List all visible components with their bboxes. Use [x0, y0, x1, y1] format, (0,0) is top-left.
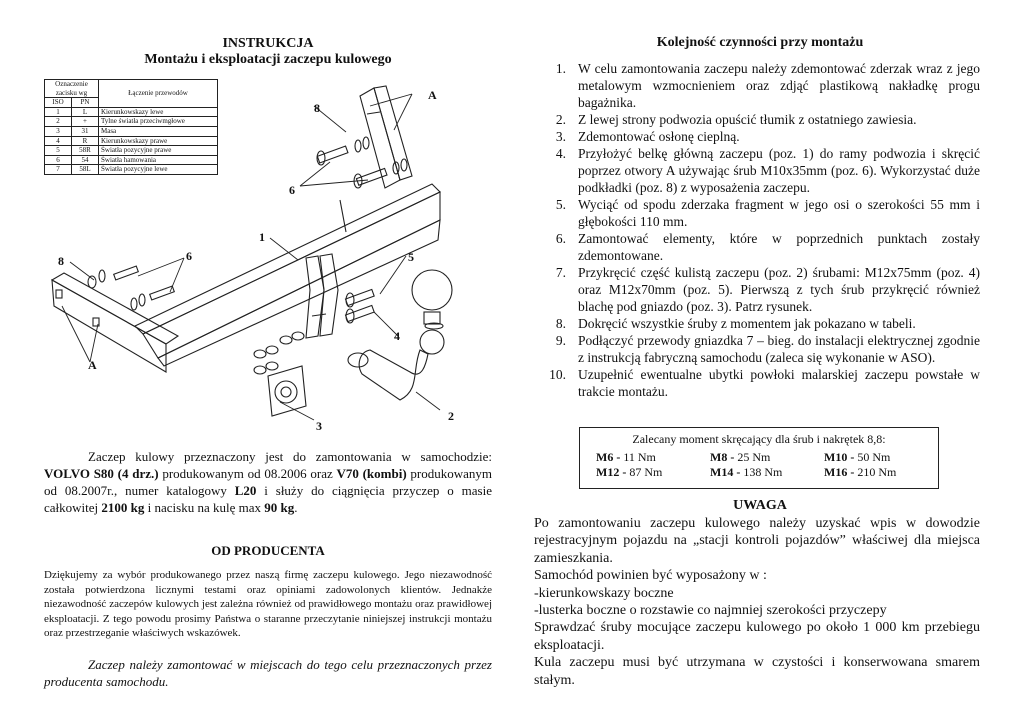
step-text: W celu zamontowania zaczepu należy zdemontować zderzak wraz z jego metalowym wzmocnieniem oraz zdjąć plastikową nakładkę progu bagażnika.: [578, 61, 980, 110]
wiring-cell-iso: 5: [45, 146, 72, 156]
wiring-row: [45, 126, 218, 136]
step-text: Zamontować elementy, które w poprzednich punktach zostały zdemontowane.: [578, 231, 980, 263]
wiring-cell-iso: 1: [45, 107, 72, 117]
step-item: [534, 315, 980, 332]
step-text: Podłączyć przewody gniazdka 7 – bieg. do instalacji elektrycznej zgodnie z instrukcją fabryczną samochodu (zaleca się wykonanie w ASO).: [578, 333, 980, 365]
torque-cell: M12 - 87 Nm: [596, 465, 663, 479]
wiring-row: [45, 136, 218, 146]
label-a-upper: A: [428, 88, 437, 102]
wiring-head-desc: Łączenie przewodów: [99, 80, 218, 108]
step-item: [534, 145, 980, 196]
step-text: Wyciąć od spodu zderzaka fragment w jego osi o szerokości 55 mm i głębokości 110 mm.: [578, 197, 980, 229]
warning-heading: UWAGA: [733, 498, 787, 513]
torque-cell: M16 - 210 Nm: [824, 465, 897, 479]
steps-heading: Kolejność czynności przy montażu: [656, 35, 864, 50]
torque-box: [579, 427, 939, 489]
producer-heading: OD PRODUCENTA: [211, 543, 325, 558]
step-text: Z lewej strony podwozia opuścić tłumik z ostatniego zawiesia.: [578, 112, 917, 127]
wiring-cell-iso: 4: [45, 136, 72, 146]
wiring-head-pn: PN: [72, 98, 99, 108]
torque-cell: M8 - 25 Nm: [710, 450, 771, 464]
step-number: 3.: [555, 129, 566, 144]
step-number: 4.: [555, 146, 566, 161]
label-6-upper: 6: [289, 183, 295, 197]
wiring-cell-desc: Światła pozycyjne lewe: [99, 165, 218, 175]
wiring-cell-desc: Kierunkowskazy prawe: [99, 136, 218, 146]
mounting-steps: [534, 60, 980, 400]
ball-mount-bracket: [306, 254, 338, 338]
wiring-cell-desc: Światła pozycyjne prawe: [99, 146, 218, 156]
label-6-lower: 6: [186, 249, 192, 263]
torque-cell: M6 - 11 Nm: [596, 450, 656, 464]
step-number: 8.: [555, 316, 566, 331]
bolts-pos5: [345, 289, 374, 323]
step-number: 9.: [555, 333, 566, 348]
wiring-row: [45, 107, 218, 117]
wiring-head-group: Oznaczenie zacisku wg: [45, 80, 99, 98]
step-text: Uzupełnić ewentualne ubytki powłoki malarskiej zaczepu powstałe w trakcie montażu.: [578, 367, 980, 399]
wiring-row: [45, 165, 218, 175]
step-item: [534, 196, 980, 230]
wiring-cell-pn: 31: [72, 126, 99, 136]
wiring-cell-iso: 3: [45, 126, 72, 136]
label-5: 5: [408, 250, 414, 264]
label-8-lower: 8: [58, 254, 64, 268]
producer-text: Dziękujemy za wybór produkowanego przez naszą firmę zaczepu kulowego. Jego niezawodność została potwierdzona licznymi testami oraz opiniami zadowolonych klientów. Jednakże niezawodność zaczepów kulowych jest zależna również od prawidłowego montażu oraz prawidłowej eksploatacji. Z tego powodu prosimy Państwa o staranne przeczytanie niniejszej instrukcji montażu oraz przestrzeganie właściwych wskazówek.: [44, 569, 492, 640]
step-number: 5.: [555, 197, 566, 212]
step-text: Zdemontować osłonę cieplną.: [578, 129, 740, 144]
wiring-cell-desc: Kierunkowskazy lewe: [99, 107, 218, 117]
label-4: 4: [394, 329, 400, 343]
torque-cell: M10 - 50 Nm: [824, 450, 891, 464]
step-number: 7.: [555, 265, 566, 280]
wiring-cell-pn: L: [72, 107, 99, 117]
tow-ball: [348, 270, 452, 400]
label-a-lower: A: [88, 358, 97, 372]
socket-plate: [268, 366, 306, 416]
wiring-cell-desc: Tylne światła przeciwmgłowe: [99, 117, 218, 127]
wiring-row: [45, 117, 218, 127]
step-item: [534, 111, 980, 128]
step-item: [534, 230, 980, 264]
label-2: 2: [448, 409, 454, 423]
torque-title: Zalecany moment skręcający dla śrub i nakrętek 8,8:: [632, 432, 886, 446]
step-item: [534, 366, 980, 400]
torque-cell: M14 - 138 Nm: [710, 465, 783, 479]
step-text: Przykręcić część kulistą zaczepu (poz. 2) śrubami: M12x75mm (poz. 4) oraz M12x70mm (poz. 5). Pierwszą z tych śrub przykręcić również blachę pod gniazdo (poz. 3). Patrz rysunek.: [578, 265, 980, 314]
step-number: 2.: [555, 112, 566, 127]
wiring-cell-iso: 7: [45, 165, 72, 175]
step-item: [534, 332, 980, 366]
producer-note: Zaczep należy zamontować w miejscach do tego celu przeznaczonych przez producenta samochodu.: [44, 657, 492, 689]
document-subtitle: Montażu i eksploatacji zaczepu kulowego: [144, 52, 392, 67]
step-item: [534, 264, 980, 315]
wiring-cell-pn: +: [72, 117, 99, 127]
wiring-row: [45, 155, 218, 165]
wiring-cell-pn: 58L: [72, 165, 99, 175]
wiring-cell-desc: Światła hamowania: [99, 155, 218, 165]
label-3: 3: [316, 419, 322, 433]
wiring-row: [45, 146, 218, 156]
wiring-cell-pn: R: [72, 136, 99, 146]
torque-table: [596, 450, 938, 480]
step-number: 1.: [555, 61, 566, 76]
wiring-cell-iso: 6: [45, 155, 72, 165]
step-item: [534, 128, 980, 145]
step-number: 10.: [549, 367, 566, 382]
wiring-cell-pn: 58R: [72, 146, 99, 156]
wiring-cell-iso: 2: [45, 117, 72, 127]
wiring-cell-pn: 54: [72, 155, 99, 165]
label-1: 1: [259, 230, 265, 244]
wiring-head-iso: ISO: [45, 98, 72, 108]
wiring-cell-desc: Masa: [99, 126, 218, 136]
product-description: Zaczep kulowy przeznaczony jest do zamontowania w samochodzie: VOLVO S80 (4 drz.) produkowanym od 08.2006 oraz V70 (kombi) produkowanym od 08.2007r., numer katalogowy L20 i służy do ciągnięcia przyczep o masie całkowitej 2100 kg i nacisku na kulę max 90 kg.: [44, 449, 492, 515]
step-item: [534, 60, 980, 111]
step-text: Przyłożyć belkę główną zaczepu (poz. 1) do ramy podwozia i skręcić poprzez otwory A używając śrub M10x35mm (poz. 6). Wykorzystać duże podkładki (poz. 8) z wyposażenia zaczepu.: [578, 146, 980, 195]
warning-text: Po zamontowaniu zaczepu kulowego należy uzyskać wpis w dowodzie rejestracyjnym pojazdu na „stacji kontroli pojazdów” właściwej dla miejsca zamieszkania. Samochód powinien być wyposażony w : -kierunkowskazy boczne -lusterka boczne o rozstawie co najmniej szerokości przyczepy Sprawdzać śruby mocujące zaczepu kulowego po około 1 000 km przebiegu eksploatacji. Kula zaczepu musi być utrzymana w czystości i konserwowana smarem stałym.: [534, 516, 980, 688]
document-title: INSTRUKCJA: [222, 36, 314, 51]
wiring-table: [44, 79, 218, 175]
bolts-lower: [88, 266, 174, 310]
step-text: Dokręcić wszystkie śruby z momentem jak pokazano w tabeli.: [578, 316, 916, 331]
label-8-upper: 8: [314, 101, 320, 115]
step-number: 6.: [555, 231, 566, 246]
